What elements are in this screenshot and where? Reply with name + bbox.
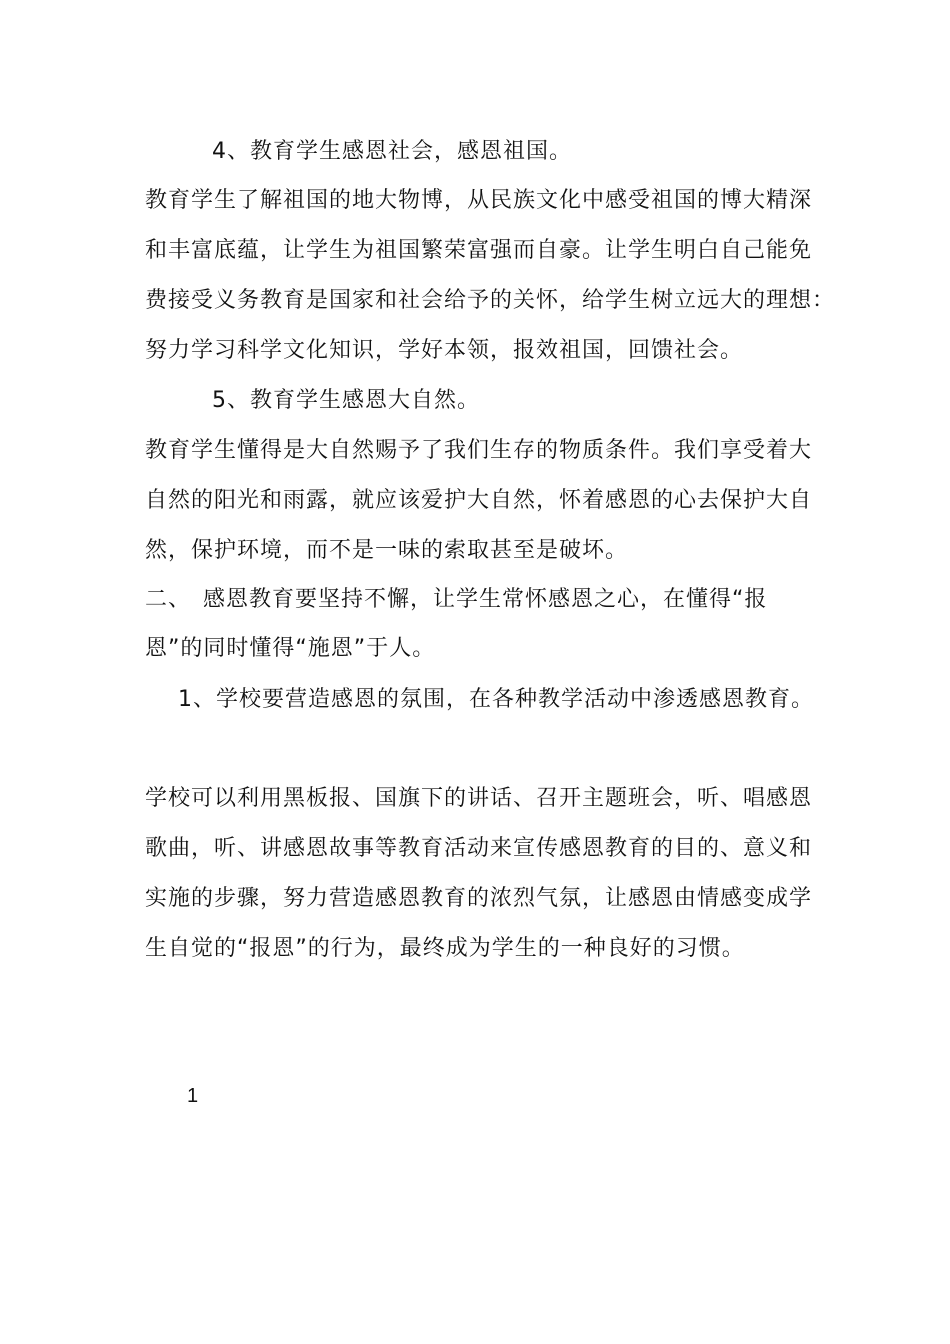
item4-line-3: 费接受义务教育是国家和社会给予的关怀，给学生树立远大的理想：	[145, 288, 836, 313]
section2-heading-line-1: 二、 感恩教育要坚持不懈，让学生常怀感恩之心，在懂得“报	[145, 587, 768, 612]
item5-line-1: 教育学生懂得是大自然赐予了我们生存的物质条件。我们享受着大	[145, 438, 813, 463]
item4-line-2: 和丰富底蕴，让学生为祖国繁荣富强而自豪。让学生明白自己能免	[145, 238, 813, 263]
sub1-line-1: 学校可以利用黑板报、国旗下的讲话、召开主题班会，听、唱感恩	[145, 786, 813, 811]
sub1-heading: 1、学校要营造感恩的氛围，在各种教学活动中渗透感恩教育。	[178, 687, 814, 712]
page-number: 1	[187, 1085, 199, 1107]
sub1-line-3: 实施的步骤，努力营造感恩教育的浓烈气氛，让感恩由情感变成学	[145, 886, 813, 911]
section2-heading-line-2: 恩”的同时懂得“施恩”于人。	[145, 636, 436, 661]
item4-line-4: 努力学习科学文化知识，学好本领，报效祖国，回馈社会。	[145, 338, 744, 363]
item4-heading: 4、教育学生感恩社会，感恩祖国。	[212, 139, 572, 164]
item5-heading: 5、教育学生感恩大自然。	[212, 388, 480, 413]
item5-line-3: 然，保护环境，而不是一味的索取甚至是破坏。	[145, 538, 629, 563]
item4-line-1: 教育学生了解祖国的地大物博，从民族文化中感受祖国的博大精深	[145, 188, 813, 213]
sub1-line-4: 生自觉的“报恩”的行为，最终成为学生的一种良好的习惯。	[145, 936, 745, 961]
sub1-line-2: 歌曲，听、讲感恩故事等教育活动来宣传感恩教育的目的、意义和	[145, 836, 813, 861]
item5-line-2: 自然的阳光和雨露，就应该爱护大自然，怀着感恩的心去保护大自	[145, 488, 813, 513]
